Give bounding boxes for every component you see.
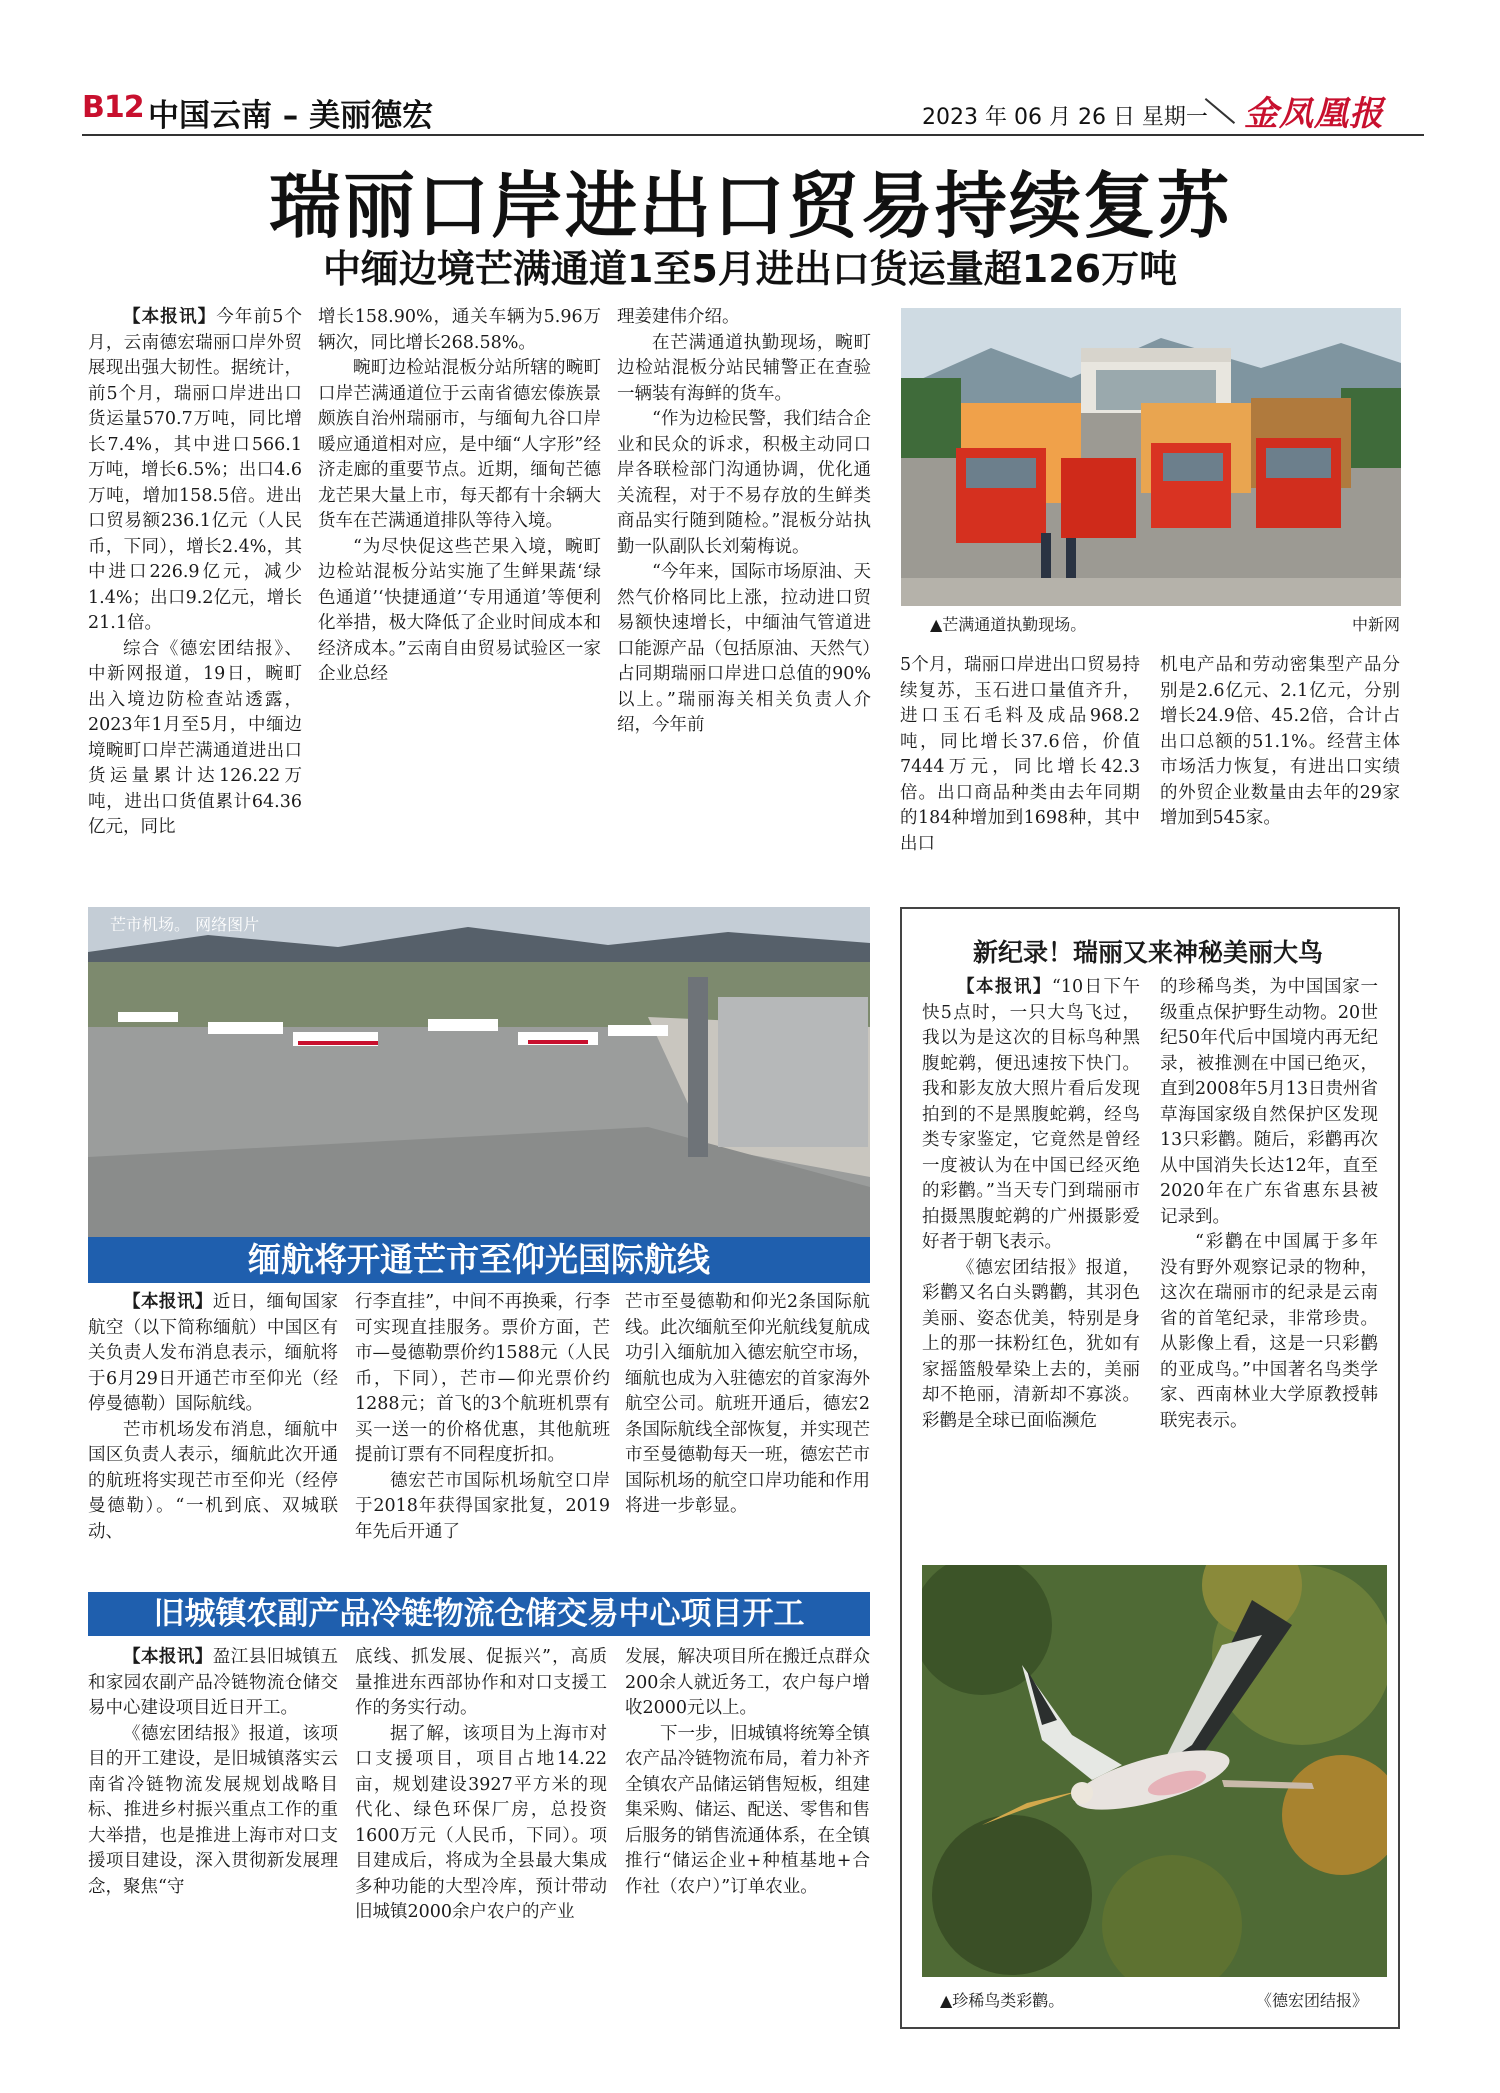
article2-column-1: [88, 1290, 338, 1590]
article1-paragraph: 综合《德宏团结报》、中新网报道，19日，畹町出入境边防检查站透露，2023年1月至5月，中缅边境畹町口岸芒满通道进出口货运量累计达126.22万吨，进出口货值累计64.36亿元，同比: [88, 638, 302, 837]
article1-paragraph: 今年前5个月，云南德宏瑞丽口岸外贸展现出强大韧性。据统计，前5个月，瑞丽口岸进出口货运量570.7万吨，同比增长7.4%，其中进口566.1万吨，增长6.5%；出口4.6万吨，增加158.5倍。进出口贸易额236.1亿元（人民币，下同），增长2.4%，其中进口226.9亿元，减少1.4%；出口9.2亿元，增长21.1倍。: [88, 307, 302, 633]
article2-paragraph: 芒市至曼德勒和仰光2条国际航线。此次缅航至仰光航线复航成功引入缅航加入德宏航空市场，缅航也成为入驻德宏的首家海外航空公司。航班开通后，德宏2条国际航线全部恢复，并实现芒市至曼德勒每天一班，德宏芒市国际机场的航空口岸功能和作用将进一步彰显。: [625, 1292, 870, 1516]
article1-tag: 【本报讯】: [123, 307, 217, 327]
article4-column-1: [922, 975, 1140, 1535]
headline: 瑞丽口岸进出口贸易持续复苏: [268, 164, 1231, 248]
article4-paragraph: “彩鹳在中国属于多年没有野外观察记录的物种，这次在瑞丽市的纪录是云南省的首笔纪录，非常珍贵。从影像上看，这是一只彩鹳的亚成鸟。”中国著名鸟类学家、西南林业大学原教授韩联宪表示。: [1160, 1232, 1378, 1431]
article3-paragraph: 下一步，旧城镇将统筹全镇农产品冷链物流布局，着力补齐全镇农产品储运销售短板，组建集采购、储运、配送、零售和售后服务的销售流通体系，在全镇推行“储运企业+种植基地+合作社（农户）”订单农业。: [625, 1723, 870, 1897]
article3-paragraph: 据了解，该项目为上海市对口支援项目，项目占地14.22亩，规划建设3927平方米的现代化、绿色环保厂房，总投资1600万元（人民币，下同）。项目建成后，将成为全县最大集成多种功能的大型冷库，预计带动旧城镇2000余户农户的产业: [355, 1723, 607, 1922]
article3-headline: 旧城镇农副产品冷链物流仓储交易中心项目开工: [88, 1592, 870, 1636]
article4-paragraph: 的珍稀鸟类，为中国国家一级重点保护野生动物。20世纪50年代后中国境内再无纪录，被推测在中国已绝灭，直到2008年5月13日贵州省草海国家级自然保护区发现13只彩鹳。随后，彩鹳再次从中国消失长达12年，直至2020年在广东省惠东县被记录到。: [1160, 977, 1378, 1227]
article1-paragraph: 5个月，瑞丽口岸进出口贸易持续复苏，玉石进口量值齐升，进口玉石毛料及成品968.2吨，同比增长37.6倍，价值7444万元，同比增长42.3倍。出口商品种类由去年同期的184种增加到1698种，其中出口: [900, 655, 1140, 854]
article3-paragraph: 底线、抓发展、促振兴”，高质量推进东西部协作和对口支援工作的务实行动。: [355, 1647, 607, 1718]
stork-photo-caption: ▲珍稀鸟类彩鹳。: [940, 1991, 1065, 2010]
article1-paragraph: 增长158.90%，通关车辆为5.96万辆次，同比增长268.58%。: [318, 307, 601, 353]
article3-paragraph: 盈江县旧城镇五和家园农副产品冷链物流仓储交易中心建设项目近日开工。: [88, 1647, 338, 1718]
trucks-photo-credit: 中新网: [1352, 615, 1401, 634]
article1-paragraph: “为尽快促这些芒果入境，畹町边检站混板分站实施了生鲜果蔬‘绿色通道’‘快捷通道’‘专用通道’等便利化举措，极大降低了企业时间成本和经济成本。”云南自由贸易试验区一家企业总经: [318, 536, 601, 684]
article1-paragraph: 在芒满通道执勤现场，畹町边检站混板分站民辅警正在查验一辆装有海鲜的货车。: [617, 332, 871, 404]
article1-column-5: [1160, 653, 1400, 878]
article1-column-2: [318, 305, 601, 875]
border-trucks-photo: [901, 308, 1401, 606]
article2-tag: 【本报讯】: [123, 1292, 213, 1312]
article2-paragraph: 近日，缅甸国家航空（以下简称缅航）中国区有关负责人发布消息表示，缅航将于6月29日开通芒市至仰光（经停曼德勒）国际航线。: [88, 1292, 338, 1414]
article1-paragraph: 机电产品和劳动密集型产品分别是2.6亿元、2.1亿元，分别增长24.9倍、45.2倍，合计占出口总额的51.1%。经营主体市场活力恢复，有进出口实绩的外贸企业数量由去年的29家增加到545家。: [1160, 655, 1400, 828]
article4-paragraph: “10日下午快5点时，一只大鸟飞过，我以为是这次的目标鸟种黑腹蛇鹈，便迅速按下快门。我和影友放大照片看后发现拍到的不是黑腹蛇鹈，经鸟类专家鉴定，它竟然是曾经一度被认为在中国已经灭绝的彩鹳。”当天专门到瑞丽市拍摄黑腹蛇鹈的广州摄影爱好者于朝飞表示。: [922, 977, 1140, 1252]
section-title: 中国云南 – 美丽德宏: [148, 98, 434, 134]
article1-column-1: [88, 305, 302, 875]
subheadline: 中缅边境芒满通道1至5月进出口货运量超126万吨: [322, 247, 1178, 291]
issue-date: 2023 年 06 月 26 日 星期一: [922, 105, 1208, 130]
article2-column-2: [355, 1290, 610, 1590]
article4-headline: 新纪录！瑞丽又来神秘美丽大鸟: [972, 938, 1323, 967]
article2-paragraph: 行李直挂”，中间不再换乘，行李可实现直挂服务。票价方面，芒市—曼德勒票价约1588元（人民币，下同），芒市—仰光票价约1288元；首飞的3个航班机票有买一送一的价格优惠，其他航班提前订票有不同程度折扣。: [355, 1292, 610, 1465]
article3-paragraph: 发展，解决项目所在搬迁点群众200余人就近务工，农户每户增收2000元以上。: [625, 1647, 870, 1718]
article1-paragraph: 畹町边检站混板分站所辖的畹町口岸芒满通道位于云南省德宏傣族景颇族自治州瑞丽市，与缅甸九谷口岸暖应通道相对应，是中缅“人字形”经济走廊的重要节点。近期，缅甸芒德龙芒果大量上市，每天都有十余辆大货车在芒满通道排队等待入境。: [318, 358, 601, 531]
airport-photo: [88, 907, 870, 1237]
article4-column-2: [1160, 975, 1378, 1535]
article3-column-1: [88, 1645, 338, 2035]
stork-photo-credit: 《德宏团结报》: [1256, 1991, 1369, 2010]
article2-paragraph: 德宏芒市国际机场航空口岸于2018年获得国家批复，2019年先后开通了: [355, 1470, 610, 1542]
article1-paragraph: 理姜建伟介绍。: [617, 307, 740, 327]
page-number: B12: [82, 90, 144, 125]
newspaper-logo: 金凤凰报: [1244, 94, 1384, 134]
article2-paragraph: 芒市机场发布消息，缅航中国区负责人表示，缅航此次开通的航班将实现芒市至仰光（经停曼德勒）。“一机到底、双城联动、: [88, 1419, 338, 1542]
article3-paragraph: 《德宏团结报》报道，该项目的开工建设，是旧城镇落实云南省冷链物流发展规划战略目标、推进乡村振兴重点工作的重大举措，也是推进上海市对口支援项目建设，深入贯彻新发展理念，聚焦“守: [88, 1723, 338, 1897]
article1-paragraph: “今年来，国际市场原油、天然气价格同比上涨，拉动进口贸易额快速增长，中缅油气管道进口能源产品（包括原油、天然气）占同期瑞丽口岸进口总值的90%以上。”瑞丽海关相关负责人介绍，今年前: [617, 562, 871, 735]
article3-tag: 【本报讯】: [123, 1647, 213, 1667]
article4-tag: 【本报讯】: [957, 977, 1052, 997]
header-rule: [82, 134, 1424, 136]
airport-photo-caption: 芒市机场。 网络图片: [110, 915, 260, 934]
article2-column-3: [625, 1290, 870, 1590]
article1-paragraph: “作为边检民警，我们结合企业和民众的诉求，积极主动同口岸各联检部门沟通协调，优化通关流程，对于不易存放的生鲜类商品实行随到随检。”混板分站执勤一队副队长刘菊梅说。: [617, 409, 871, 557]
article3-column-2: [355, 1645, 607, 2035]
trucks-photo-caption: ▲芒满通道执勤现场。: [930, 615, 1087, 634]
painted-stork-photo: [922, 1565, 1387, 1977]
article1-column-3: [617, 305, 871, 875]
article2-headline: 缅航将开通芒市至仰光国际航线: [88, 1237, 870, 1283]
article4-paragraph: 《德宏团结报》报道，彩鹳又名白头鹮鹳，其羽色美丽、姿态优美，特别是身上的那一抹粉红色，犹如有家摇篮般晕染上去的，美丽却不艳丽，清新却不寡淡。彩鹳是全球已面临濒危: [922, 1257, 1140, 1431]
article3-column-3: [625, 1645, 870, 2035]
header-divider-slash: [1205, 98, 1235, 124]
article1-column-4: [900, 653, 1140, 878]
